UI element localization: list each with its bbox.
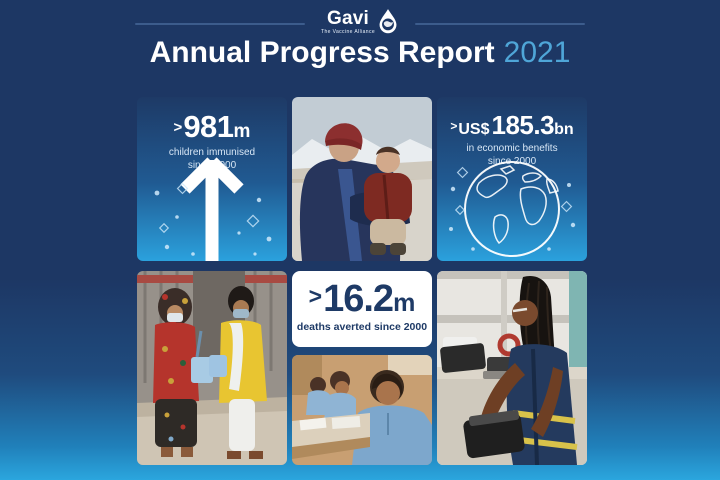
page-title: Annual Progress Report <box>149 36 495 69</box>
photo-caregiver-child <box>292 97 432 261</box>
stat-caption-line2: since 2000 <box>187 159 237 171</box>
photo-technician <box>437 271 587 465</box>
photo-classroom <box>292 355 432 465</box>
divider-left <box>135 23 305 25</box>
stat-unit: bn <box>554 121 574 138</box>
gavi-logo-text-block <box>321 9 375 35</box>
stat-caption-line1: in economic benefits <box>466 143 558 154</box>
greater-than-sign: > <box>308 283 323 309</box>
up-arrow-icon <box>137 155 287 261</box>
globe-icon <box>437 149 587 261</box>
photo-health-workers <box>137 271 287 465</box>
stat-deaths-averted <box>292 271 432 347</box>
gavi-logo-tagline: The Vaccine Alliance <box>320 29 376 35</box>
logo-row <box>135 9 585 39</box>
stat-number <box>137 109 287 145</box>
stat-caption: deaths averted since 2000 <box>296 321 428 333</box>
page-year: 2021 <box>503 36 571 69</box>
stat-number <box>437 110 587 141</box>
greater-than-sign: > <box>450 119 458 133</box>
stat-caption-line1: children immunised <box>168 147 256 158</box>
stat-value: 16.2 <box>323 278 394 320</box>
title-row <box>0 36 720 70</box>
stat-economic-benefits <box>437 97 587 261</box>
tile-grid <box>137 97 587 465</box>
gavi-logo <box>321 9 399 39</box>
stat-value: 185.3 <box>491 110 555 140</box>
stat-value: 981 <box>183 109 234 144</box>
stat-caption-line2: since 2000 <box>487 155 537 167</box>
divider-right <box>415 23 585 25</box>
stat-unit: m <box>393 289 416 317</box>
stat-unit: m <box>233 121 251 142</box>
stat-number <box>292 278 432 321</box>
stat-children-immunised <box>137 97 287 261</box>
gavi-droplet-globe-icon <box>377 8 399 39</box>
gavi-logo-name: Gavi <box>327 8 369 29</box>
greater-than-sign: > <box>173 119 183 136</box>
stat-currency: US$ <box>458 121 490 138</box>
